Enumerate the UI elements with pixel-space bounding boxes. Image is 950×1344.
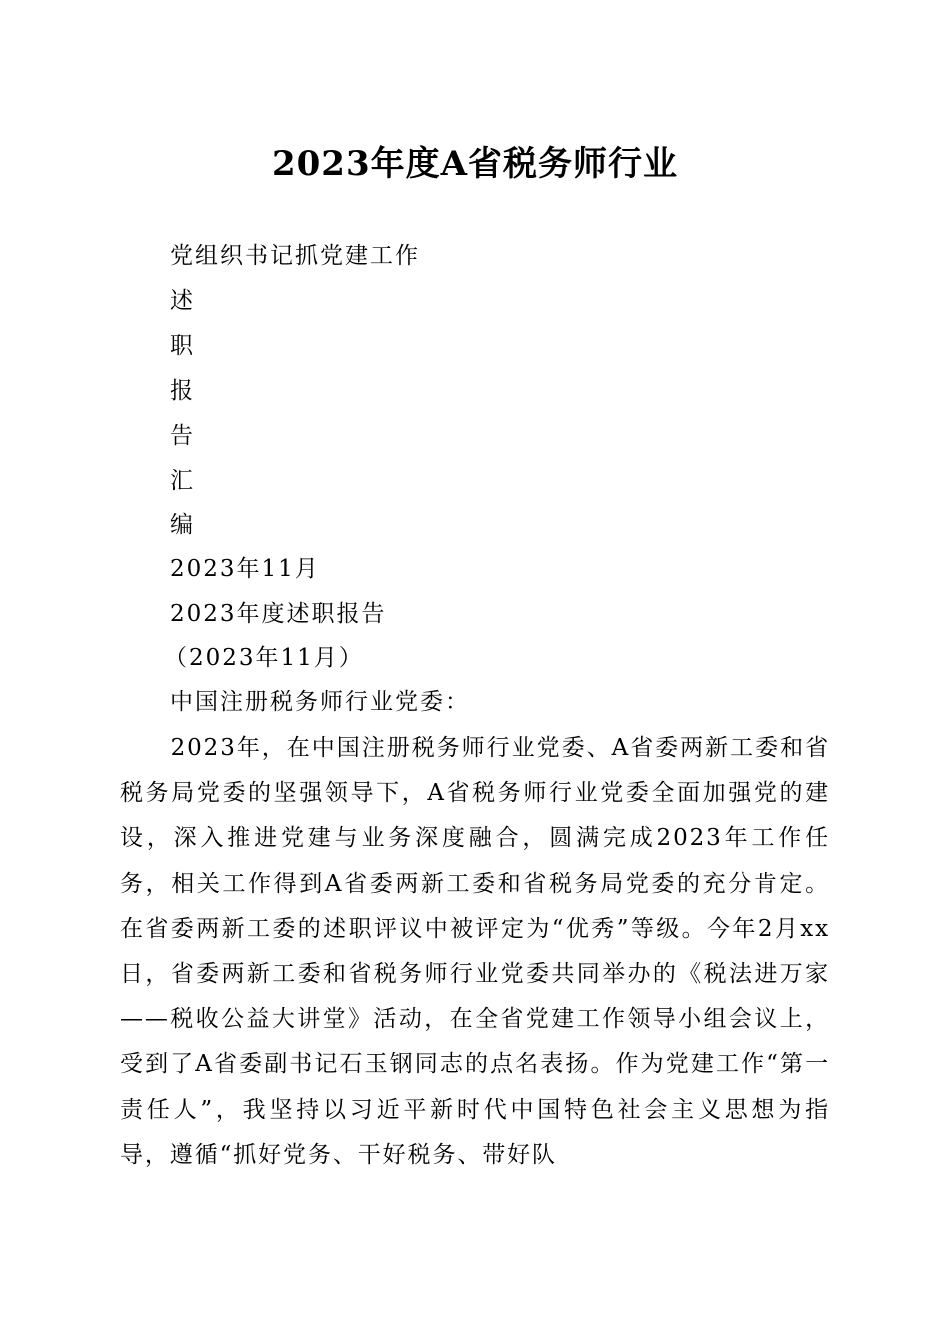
- cover-line-char: 告: [170, 423, 195, 449]
- cover-line-subtitle: 党组织书记抓党建工作: [170, 243, 420, 269]
- salutation: 中国注册税务师行业党委：: [170, 689, 470, 715]
- cover-line-char: 职: [170, 333, 195, 359]
- document-title: 2023年度A省税务师行业: [271, 144, 678, 184]
- body-paragraph: 2023年，在中国注册税务师行业党委、A省委两新工委和省税务局党委的坚强领导下，A省税务师行业党委全面加强党的建设，深入推进党建与业务深度融合，圆满完成2023年工作任务，相关工作得到A省委两新工委和省税务局党委的充分肯定。在省委两新工委的述职评议中被评定为“优秀”等级。今年2月xx日，省委两新工委和省税务师行业党委共同举办的《税法进万家——税收公益大讲堂》活动，在全省党建工作领导小组会议上，受到了A省委副书记石玉钢同志的点名表扬。作为党建工作“第一责任人”，我坚持以习近平新时代中国特色社会主义思想为指导，遵循“抓好党务、干好税务、带好队: [120, 735, 830, 1168]
- cover-line-char: 报: [170, 378, 195, 404]
- report-heading: 2023年度述职报告: [170, 601, 387, 627]
- cover-line-char: 编: [170, 512, 195, 538]
- cover-line-char: 汇: [170, 468, 195, 494]
- cover-line-char: 述: [170, 288, 195, 314]
- cover-date: 2023年11月: [170, 556, 320, 582]
- report-date: （2023年11月）: [164, 645, 364, 671]
